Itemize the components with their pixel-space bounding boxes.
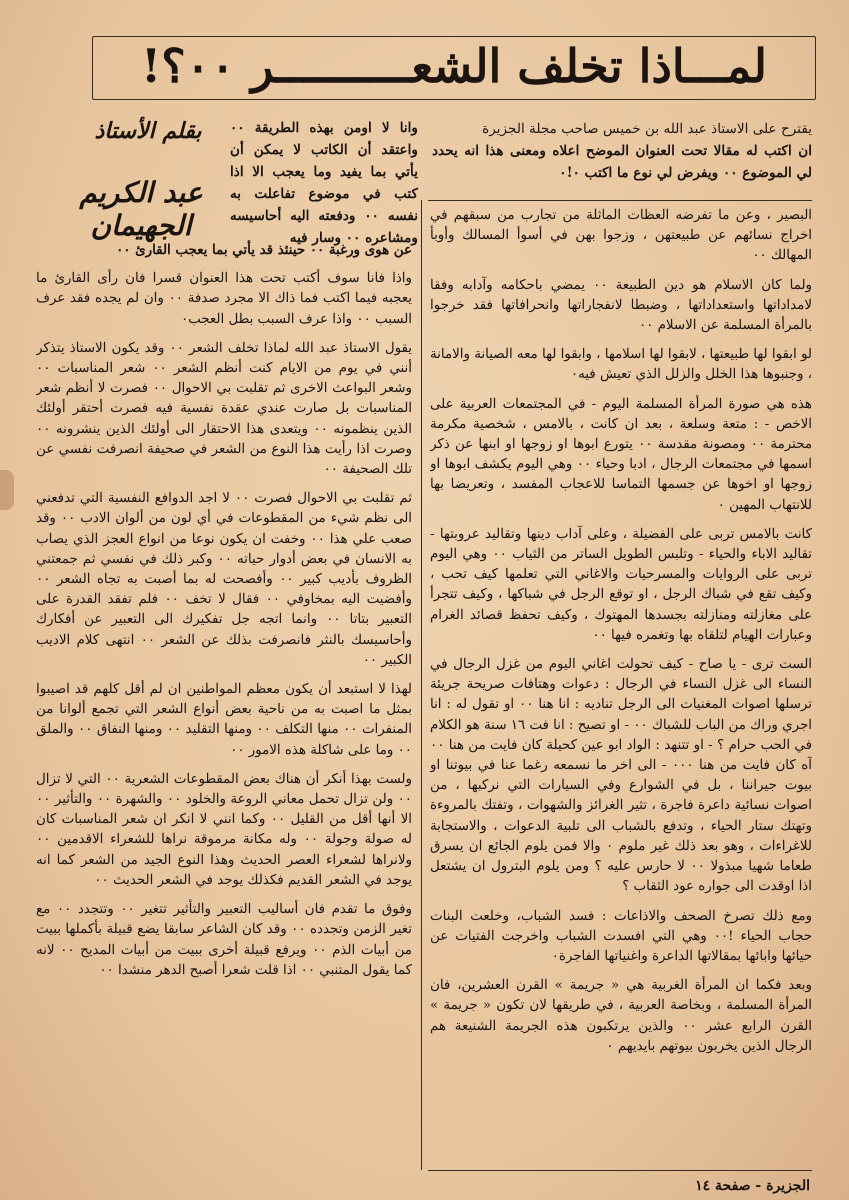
intro-line-2: ان اكتب له مقالا تحت العنوان الموضح اعلاه ومعنى هذا انه يحدد لي الموضوع ٠٠ ويفرض لي نوع ما اكتب ٠!٠ bbox=[432, 143, 812, 181]
left-paragraph: واذا فانا سوف أكتب تحت هذا العنوان قسرا فان رأى القارئ ما يعجبه فيما اكتب فما ذاك الا مجرد صدفة ٠٠ وان لم يجده فقد عرف السبب ٠٠ واذا عرف السبب بطل العجب٠ bbox=[36, 271, 412, 327]
right-paragraph: ولما كان الاسلام هو دين الطبيعة ٠٠ يمضي باحكامه وآدابه وفقا لامداداتها واستعداداتها ، وضبطا لانفجاراتها وانحرافاتها فقد خرجوا بالمرأة المسلمة عن الاسلام ٠٠ bbox=[430, 277, 812, 334]
right-paragraph: لو ابقوا لها طبيعتها ، لابقوا لها اسلامها ، وابقوا لها معه الصيانة والامانة ، وجنبوها هذا الخلل والزلل الذي تعيش فيه٠ bbox=[430, 347, 812, 383]
page-footer: الجزيرة - صفحة ١٤ bbox=[695, 1178, 810, 1194]
left-paragraph: ولست بهذا أنكر أن هناك بعض المقطوعات الشعرية ٠٠ التي لا تزال ٠٠ ولن تزال تحمل معاني الروعة والخلود ٠٠ والشهرة ٠٠ والتأثير ٠٠ الا أنها أقل من القليل ٠٠ وكما انني لا انكر ان شعر المناسبات كان له صولة وجولة ٠٠ وله مكانة مرموقة نراها للشعراء الاقدمين ٠٠ ولانراها لشعراء العصر الحديث وهذا النوع الجيد من الشعر كما انه يوجد في الشعر القديم فكذلك يوجد في الشعر الحديث ٠٠ bbox=[36, 771, 412, 888]
right-paragraph: الست ترى - يا صاح - كيف تحولت اغاني اليوم من غزل الرجال في النساء الى غزل النساء في الرجال : دعوات وهتافات صريحة جريئة ترسلها اصوات المغنيات الى الرجل تناديه : انا هنا ٠٠ او تقول له : انا اجري وراك من الباب للشباك ٠٠ - او تصيح : انا فت ١٦ سنة هو الكلام في الحب حرام ؟ - او تتنهد : الواد ابو عين كحيلة كان فايت من هنا ٠٠ آه كان فايت من هنا ٠٠٠ - الى اخر ما نسمعه رغما عنا في بيوتنا او بيوت جيراننا ، بل في الشوارع وفي السيارات التي نركبها ، من اصوات نسائية داعرة فاجرة ، تثير الغرائز والشهوات ، وتفتك بالمروءة وتهتك ستار الحياء ، وتدفع بالشباب الى تلبية الدعوات ، والاستجابة للاغراءات ، وهو بعد ذلك غير ملوم ٠ والا فمن يلوم الجائع ان يسرق طعاما شهيا مبذولا ٠٠ لا حارس عليه ؟ ومن يلوم البترول ان يشتعل اذا اوقدت الى جواره عود الثقاب ؟ bbox=[430, 657, 812, 895]
left-paragraph: لهذا لا استبعد أن يكون معظم المواطنين ان لم أقل كلهم قد اصيبوا بمثل ما اصبت به من ناحية بعض أنواع الشعر التي تجمع ألوانا من المنفرات ٠٠ منها التكلف ٠٠ ومنها التقليد ٠٠ ومنها النفاق ٠٠ والملق ٠٠ وما على شاكلة هذه الامور ٠٠ bbox=[36, 682, 412, 758]
lead-paragraph: وانا لا اومن بهذه الطريقة ٠٠ واعتقد أن الكاتب لا يمكن أن يأتي بما يفيد وما يعجب الا اذا كتب في موضوع تفاعلت به نفسه ٠٠ ودفعته اليه أحاسيسه ومشاعره ٠٠ وسار فيه bbox=[230, 120, 418, 246]
left-paragraph: يقول الاستاذ عبد الله لماذا تخلف الشعر ٠٠ وقد يكون الاستاذ يتذكر أنني في يوم من الايام كنت أنظم الشعر ٠٠ شعر المناسبات ٠٠ وشعر البواعث الاخرى ثم تقلبت بي الاحوال ٠٠ فصرت لا أنظم شعر المناسبات بل صارت عندي عقدة نفسية فيه فصرت أحتقر أولئك الذين ينظمونه ٠٠ ويتعدى هذا الاحتقار الى أولئك الذين ينشرونه ٠٠ وصرت اذا رأيت هذا النوع من الشعر في صحيفة انصرفت نفسي عن تلك الصحيفة ٠٠ bbox=[36, 340, 412, 478]
byline-label: بقلم الأستاذ bbox=[94, 118, 202, 144]
right-paragraph: وبعد فكما ان المرأة الغربية هي « جريمة » القرن العشرين، فان المرأة المسلمة ، وبخاصة العربية ، في طريقها لان تكون « جريمة » القرن الرابع عشر ٠٠ والذين يرتكبون هذه الجريمة الشنيعة هم الرجال الذين يخربون بيوتهم بايديهم ٠ bbox=[430, 978, 812, 1054]
intro-line-1: يقترح على الاستاذ عبد الله بن خميس صاحب مجلة الجزيرة bbox=[482, 121, 812, 137]
left-column bbox=[36, 240, 412, 1155]
title-frame bbox=[92, 36, 816, 100]
byline-author: عبد الكريم الجهيمان bbox=[79, 176, 203, 242]
intro-text bbox=[432, 118, 812, 184]
paper-edge-stain bbox=[0, 470, 14, 510]
column-divider bbox=[421, 200, 422, 1170]
left-paragraph: وفوق ما تقدم فان أساليب التعبير والتأثير تتغير ٠٠ وتتجدد ٠٠ مع تغير الزمن وتجدده ٠٠ وقد كان الشاعر سابقا يضع قبيلة بأكملها ببيت من أبيات الذم ٠٠ ويرفع قبيلة أخرى ببيت من أبيات المديح ٠٠ لانه كما يقول المتنبي ٠٠ اذا قلت شعرا أصبح الدهر منشدا ٠٠ bbox=[36, 902, 412, 978]
article-title: لمـــاذا تخلف الشعــــــــــر ٠٠؟! bbox=[141, 39, 767, 93]
right-paragraph: البصير ، وعن ما تفرضه العظات الماثلة من تجارب من سبقهم في اخراج نسائهم عن طبيعتهن ، وزجوا بهن في أسوأ المسالك وأوبأ المهالك ٠٠ bbox=[430, 208, 812, 264]
right-column-top-rule bbox=[428, 200, 812, 201]
lead-end-line: عن هوى ورغبة ٠٠ حينئذ قد يأتي بما يعجب القارئ ٠٠ bbox=[116, 242, 412, 258]
right-paragraph: هذه هي صورة المرأة المسلمة اليوم - في المجتمعات العربية على الاخص - : متعة وسلعة ، بعد ان كانت ، بالامس ، شخصية مكرمة محترمة ٠٠ ومصونة مقدسة ٠٠ يتورع ابوها او زوجها او ابنها عن ذكر اسمها في مجتمعات الرجال ، ادبا وحياء ٠٠ وهي اليوم يكشف ابوها او زوجها او اخوها عن جسمها التماسا للاعجاب المفسد ، وتعريضا بها للانتهاب المهين ٠ bbox=[430, 396, 812, 513]
right-column bbox=[430, 206, 812, 1172]
left-paragraph: ثم تقلبت بي الاحوال فصرت ٠٠ لا اجد الدوافع النفسية التي تدفعني الى نظم شيء من المقطوعات في أي لون من ألوان الادب ٠٠ وقد صعب علي هذا ٠٠ وخفت ان يكون نوعا من انواع العجز الذي يصاب به الانسان في بعض أدوار حياته ٠٠ وكبر ذلك في نفسي ثم جمعتني الظروف بأديب كبير ٠٠ وأفصحت له بما أصبت به تجاه الشعر ٠٠ وأفضيت اليه بمخاوفي ٠٠ فقال لا تخف ٠٠ فلم تفقد القدرة على التعبير بتاتا ٠٠ وانما اتجه جل تفكيرك الى التعبير عن أفكارك وأحاسيسك بالنثر فانصرفت بذلك عن الشعر ٠٠ انتهى كلام الاديب الكبير ٠٠ bbox=[36, 491, 412, 668]
right-paragraph: كانت بالامس تربى على الفضيلة ، وعلى آداب دينها وتقاليد عروبتها - تقاليد الاباء والحياء - وتلبس الطويل الساتر من الثياب ٠٠ وهي اليوم تربى على الروايات والمسرحيات والاغاني التي تعلمها كيف تحب ، وكيف تقع في شباك الرجل ، او توقع الرجل في شباكها ، وكيف تتجرأ على مغازلته ومنازلته بجسدها المهتوك ، وكيف تحفظ قصائد الغرام وعبارات الهيام لتلقاه بها وتغمره فيها ٠٠ bbox=[430, 526, 812, 643]
right-paragraph: ومع ذلك تصرخ الصحف والاذاعات : فسد الشباب، وخلعت البنات حجاب الحياء !٠٠ وهي التي افسدت الشباب واخرجت الفتيات عن حيائها وابائها بمقالاتها الداعرة واغنياتها الفاجرة٠ bbox=[430, 908, 812, 964]
